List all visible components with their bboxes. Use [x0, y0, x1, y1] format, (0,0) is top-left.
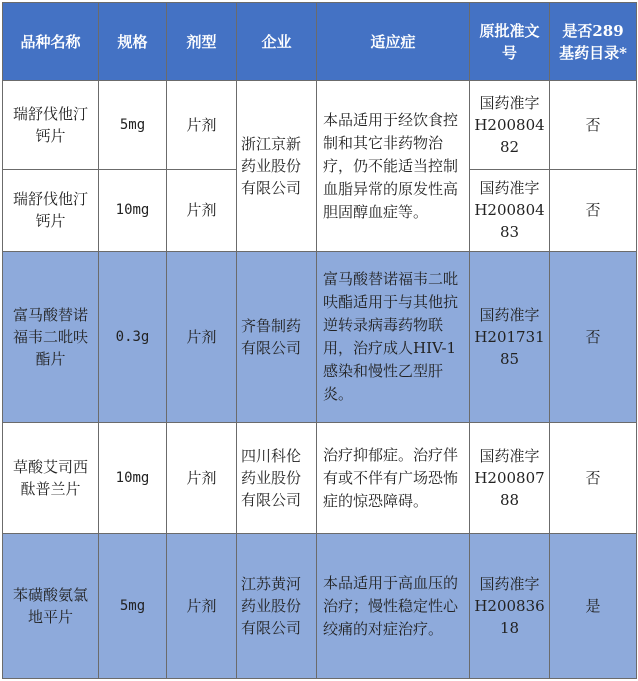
spec-cell: 5mg [99, 81, 167, 170]
table-row [3, 81, 637, 170]
drug-name-cell: 苯磺酸氨氯地平片 [3, 534, 99, 679]
form-cell: 片剂 [167, 169, 237, 252]
header-spec: 规格 [99, 3, 167, 81]
spec-cell: 0.3g [99, 252, 167, 423]
drug-table [2, 2, 637, 679]
company-cell: 四川科伦药业股份有限公司 [237, 423, 317, 534]
indication-cell: 富马酸替诺福韦二吡呋酯适用于与其他抗逆转录病毒药物联用，治疗成人HIV-1感染和慢性乙型肝炎。 [317, 252, 470, 423]
form-cell: 片剂 [167, 423, 237, 534]
indication-cell: 本品适用于经饮食控制和其它非药物治疗，仍不能适当控制血脂异常的原发性高胆固醇血症等。 [317, 81, 470, 252]
header-name: 品种名称 [3, 3, 99, 81]
form-cell: 片剂 [167, 534, 237, 679]
header-form: 剂型 [167, 3, 237, 81]
approval-cell: 国药准字H20083618 [470, 534, 550, 679]
drug-name-cell: 草酸艾司西酞普兰片 [3, 423, 99, 534]
header-row [3, 3, 637, 81]
spec-cell: 10mg [99, 423, 167, 534]
indication-cell: 治疗抑郁症。治疗伴有或不伴有广场恐怖症的惊恐障碍。 [317, 423, 470, 534]
in-289-cell: 否 [550, 252, 637, 423]
in-289-cell: 否 [550, 423, 637, 534]
in-289-cell: 否 [550, 81, 637, 170]
company-cell: 齐鲁制药有限公司 [237, 252, 317, 423]
indication-cell: 本品适用于高血压的治疗；慢性稳定性心绞痛的对症治疗。 [317, 534, 470, 679]
approval-cell: 国药准字H20080483 [470, 169, 550, 252]
in-289-cell: 否 [550, 169, 637, 252]
table-row [3, 423, 637, 534]
approval-cell: 国药准字H20080788 [470, 423, 550, 534]
spec-cell: 10mg [99, 169, 167, 252]
in-289-cell: 是 [550, 534, 637, 679]
approval-cell: 国药准字H20080482 [470, 81, 550, 170]
company-cell: 江苏黄河药业股份有限公司 [237, 534, 317, 679]
header-indication: 适应症 [317, 3, 470, 81]
form-cell: 片剂 [167, 252, 237, 423]
form-cell: 片剂 [167, 81, 237, 170]
table-row [3, 252, 637, 423]
drug-name-cell: 瑞舒伐他汀钙片 [3, 169, 99, 252]
header-company: 企业 [237, 3, 317, 81]
spec-cell: 5mg [99, 534, 167, 679]
approval-cell: 国药准字H20173185 [470, 252, 550, 423]
company-cell: 浙江京新药业股份有限公司 [237, 81, 317, 252]
drug-name-cell: 富马酸替诺福韦二吡呋酯片 [3, 252, 99, 423]
table-row [3, 534, 637, 679]
drug-name-cell: 瑞舒伐他汀钙片 [3, 81, 99, 170]
header-approval: 原批准文号 [470, 3, 550, 81]
header-in-289: 是否289基药目录* [550, 3, 637, 81]
